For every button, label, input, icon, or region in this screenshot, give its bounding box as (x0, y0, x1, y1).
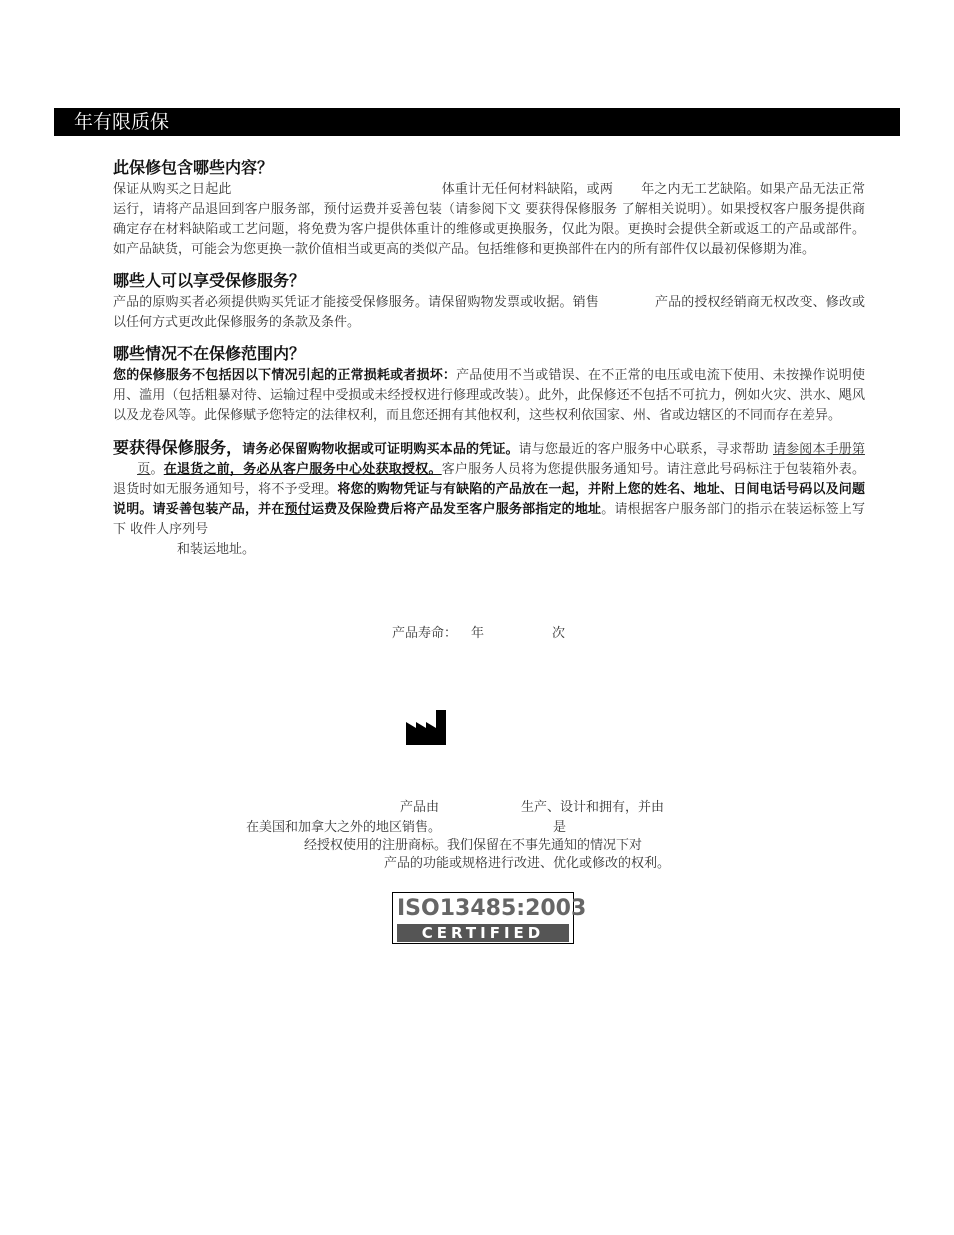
exclusions-section (113, 342, 865, 426)
eligibility-heading: 哪些人可以享受保修服务？ (113, 271, 306, 290)
warranty-content (113, 156, 865, 569)
manual-page-reference: 请参阅本手册第页 (137, 442, 865, 477)
coverage-section (113, 156, 865, 260)
factory-icon (405, 708, 447, 746)
coverage-text: 保证从购买之日起此 体重计无任何材料缺陷，或两 年之内无工艺缺陷。如果产品无法正常运行，请将产品退回到客户服务部，预付运费并妥善包装（请参阅下文 要获得保修服务 了解相关说明）。如果授权客户服务提供商确定存在材料缺陷或工艺问题，将免费为客户提供体重计的维修或更换服务，仅此为限。更换时会提供全新或返工的产品或部件。如产品缺货，可能会为您更换一款价值相当或更高的类似产品。包括维修和更换部件在内的所有部件仅以最初保修期为准。 (113, 182, 865, 257)
exclusions-heading: 哪些情况不在保修范围内？ (113, 344, 306, 363)
eligibility-section (113, 269, 865, 333)
obtain-service-text: 要获得保修服务，请务必保留购物收据或可证明购买本品的凭证。请与您最近的客户服务中心联系，寻求帮助 请参阅本手册第页。在退货之前，务必从客户服务中心处获取授权。客户服务人员将为您提供服务通知号。请注意此号码标注于包装箱外表。退货时如无服务通知号，将不予受理。将您的购物凭证与有缺陷的产品放在一起，并附上您的姓名、地址、日间电话号码以及问题说明。请妥善包装产品，并在预付运费及保险费后将产品发至客户服务部指定的地址。请根据客户服务部门的指示在装运标签上写下 收件人序列号 和装运地址。 (113, 438, 865, 557)
eligibility-text: 产品的原购买者必须提供购买凭证才能接受保修服务。请保留购物发票或收据。销售 产品的授权经销商无权改变、修改或以任何方式更改此保修服务的条款及条件。 (113, 295, 865, 330)
obtain-service-section (113, 438, 865, 560)
coverage-heading: 此保修包含哪些内容？ (113, 158, 274, 177)
product-life: 产品寿命： 年 次 (392, 626, 566, 641)
obtain-service-heading: 要获得保修服务， (113, 438, 243, 457)
section-title: 年有限质保 (54, 108, 900, 136)
exclusions-text: 您的保修服务不包括因以下情况引起的正常损耗或者损坏：产品使用不当或错误、在不正常的电压或电流下使用、未按操作说明使用、滥用（包括粗暴对待、运输过程中受损或未经授权进行修理或改装）。此外，此保修还不包括不可抗力，例如火灾、洪水、飓风以及龙卷风等。此保修赋予您特定的法律权利，而且您还拥有其他权利，这些权利依国家、州、省或边辖区的不同而存在差异。 (113, 368, 865, 423)
iso-certified-badge: ISO13485:2003 CERTIFIED (392, 892, 574, 944)
